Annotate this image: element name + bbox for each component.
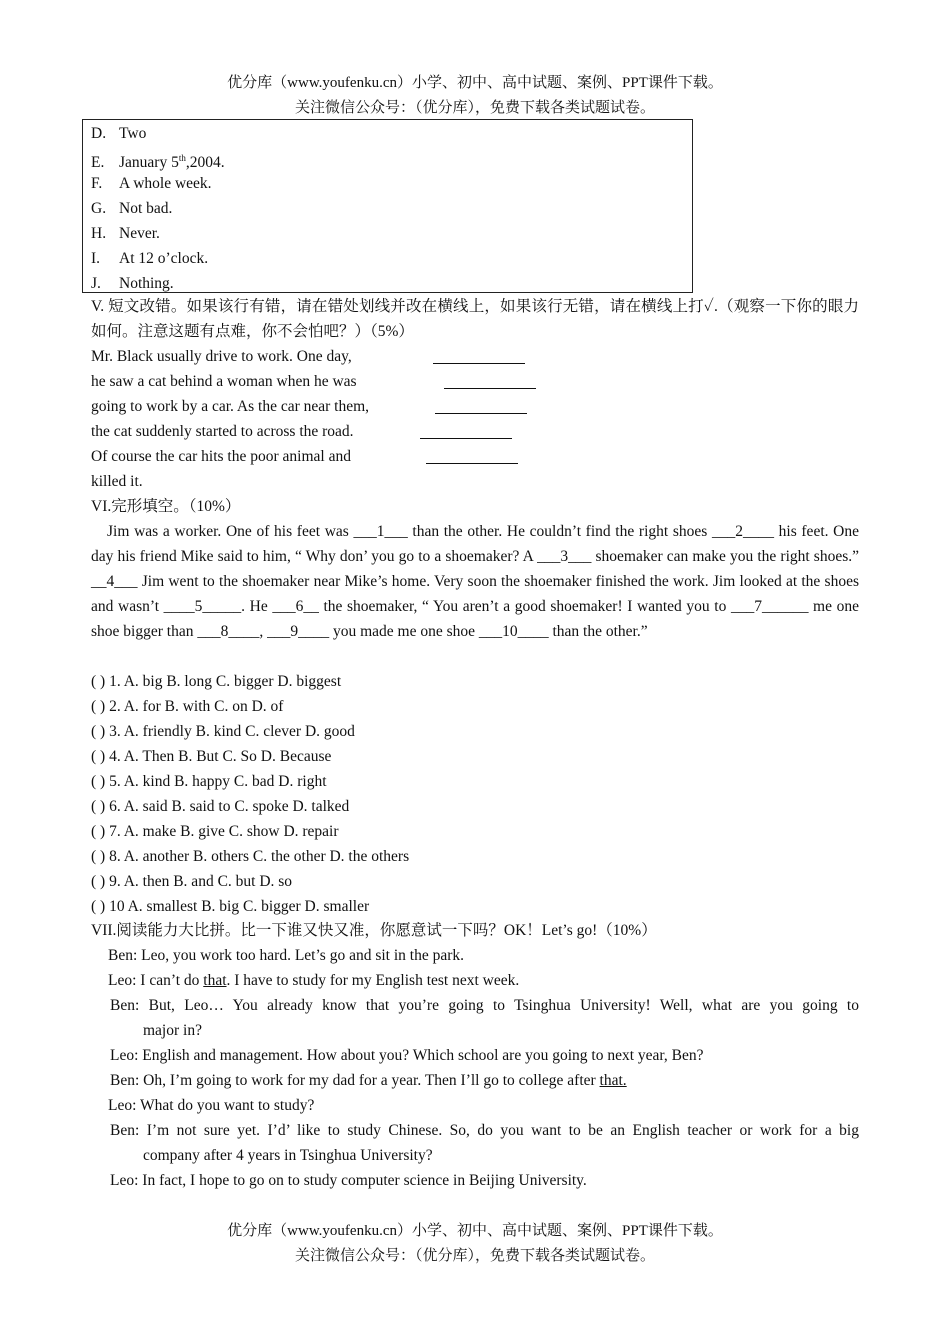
answer-blank[interactable]	[426, 449, 518, 464]
dialogue-line: company after 4 years in Tsinghua University?	[143, 1147, 433, 1164]
section-5-title: V. 短文改错。如果该行有错，请在错处划线并改在横线上，如果该行无错，请在横线上打✓.（观察一下你的眼力如何。注意这题有点难，你不会怕吧？）（5%）	[91, 298, 859, 340]
answer-blank[interactable]	[433, 349, 525, 364]
answer-option: I. At 12 o’clock.	[91, 250, 209, 267]
dialogue-line: major in?	[143, 1022, 202, 1039]
correction-line: Of course the car hits the poor animal and	[91, 448, 351, 465]
cloze-question: ( ) 1. A. big B. long C. bigger D. biggest	[91, 673, 342, 690]
dialogue-line: Ben: I’m not sure yet. I’d’ like to study Chinese. So, do you want to be an English teacher or work for a big	[110, 1122, 859, 1139]
footer-line-1: 优分库（www.youfenku.cn）小学、初中、高中试题、案例、PPT课件下载。	[227, 1223, 723, 1239]
answer-blank[interactable]	[420, 424, 512, 439]
page-header	[0, 71, 950, 121]
correction-line: going to work by a car. As the car near them,	[91, 398, 370, 415]
section-6-title: VI.完形填空。（10%）	[91, 498, 241, 515]
answer-option: D. Two	[91, 125, 147, 142]
answer-option: E. January 5th,2004.	[91, 153, 225, 171]
answer-option: F. A whole week.	[91, 175, 212, 192]
header-line-1: 优分库（www.youfenku.cn）小学、初中、高中试题、案例、PPT课件下载。	[227, 75, 723, 91]
cloze-question: ( ) 5. A. kind B. happy C. bad D. right	[91, 773, 327, 790]
dialogue-line: Ben: But, Leo… You already know that you’re going to Tsinghua University! Well, what are you going to	[110, 997, 859, 1014]
cloze-question: ( ) 10 A. smallest B. big C. bigger D. smaller	[91, 898, 370, 915]
answer-blank[interactable]	[444, 374, 536, 389]
answer-blank[interactable]	[435, 399, 527, 414]
cloze-question: ( ) 8. A. another B. others C. the other D. the others	[91, 848, 410, 865]
answer-option: G. Not bad.	[91, 200, 173, 217]
dialogue-line: Ben: Oh, I’m going to work for my dad for a year. Then I’ll go to college after that.	[110, 1072, 627, 1089]
cloze-question: ( ) 9. A. then B. and C. but D. so	[91, 873, 293, 890]
underlined-word: that.	[599, 1072, 627, 1089]
header-line-2: 关注微信公众号：（优分库），免费下载各类试题试卷。	[294, 100, 655, 116]
dialogue-line: Leo: In fact, I hope to go on to study computer science in Beijing University.	[110, 1172, 587, 1189]
cloze-question: ( ) 2. A. for B. with C. on D. of	[91, 698, 284, 715]
answer-options-box	[82, 119, 693, 293]
footer-line-2: 关注微信公众号：（优分库），免费下载各类试题试卷。	[294, 1248, 655, 1264]
underlined-word: that	[203, 972, 227, 989]
correction-line: killed it.	[91, 473, 143, 490]
cloze-question: ( ) 4. A. Then B. But C. So D. Because	[91, 748, 332, 765]
answer-option: H. Never.	[91, 225, 160, 242]
dialogue-line: Leo: English and management. How about you? Which school are you going to next year, Ben?	[110, 1047, 704, 1064]
dialogue-line: Leo: What do you want to study?	[108, 1097, 315, 1114]
cloze-question: ( ) 3. A. friendly B. kind C. clever D. good	[91, 723, 355, 740]
dialogue-line: Ben: Leo, you work too hard. Let’s go and sit in the park.	[108, 947, 465, 964]
correction-line: Mr. Black usually drive to work. One day,	[91, 348, 352, 365]
cloze-passage: Jim was a worker. One of his feet was ___1___ than the other. He couldn’t find the right shoes ___2____ his feet. One day his friend Mike said to him, “ Why don’ you go to a shoemaker? A ___3___ shoemaker can make you the right shoes.” __4___ Jim went to the shoemaker near Mike’s home. Very soon the shoemaker finished the work. Jim looked at the shoes and wasn’t ____5_____. He ___6__ the shoemaker, “ You aren’t a good shoemaker! I wanted you to ___7______ me one shoe bigger than ___8____, ___9____ you made me one shoe ___10____ than the other.”	[91, 523, 859, 640]
section-7-title: VII.阅读能力大比拼。比一下谁又快又准，你愿意试一下吗？OK！Let’s go!（10%）	[91, 922, 657, 939]
dialogue-line: Leo: I can’t do that. I have to study for my English test next week.	[108, 972, 520, 989]
page-footer	[0, 1219, 950, 1269]
correction-line: he saw a cat behind a woman when he was	[91, 373, 357, 390]
answer-option: J. Nothing.	[91, 275, 174, 292]
cloze-question: ( ) 7. A. make B. give C. show D. repair	[91, 823, 339, 840]
correction-line: the cat suddenly started to across the road.	[91, 423, 354, 440]
cloze-question: ( ) 6. A. said B. said to C. spoke D. talked	[91, 798, 350, 815]
